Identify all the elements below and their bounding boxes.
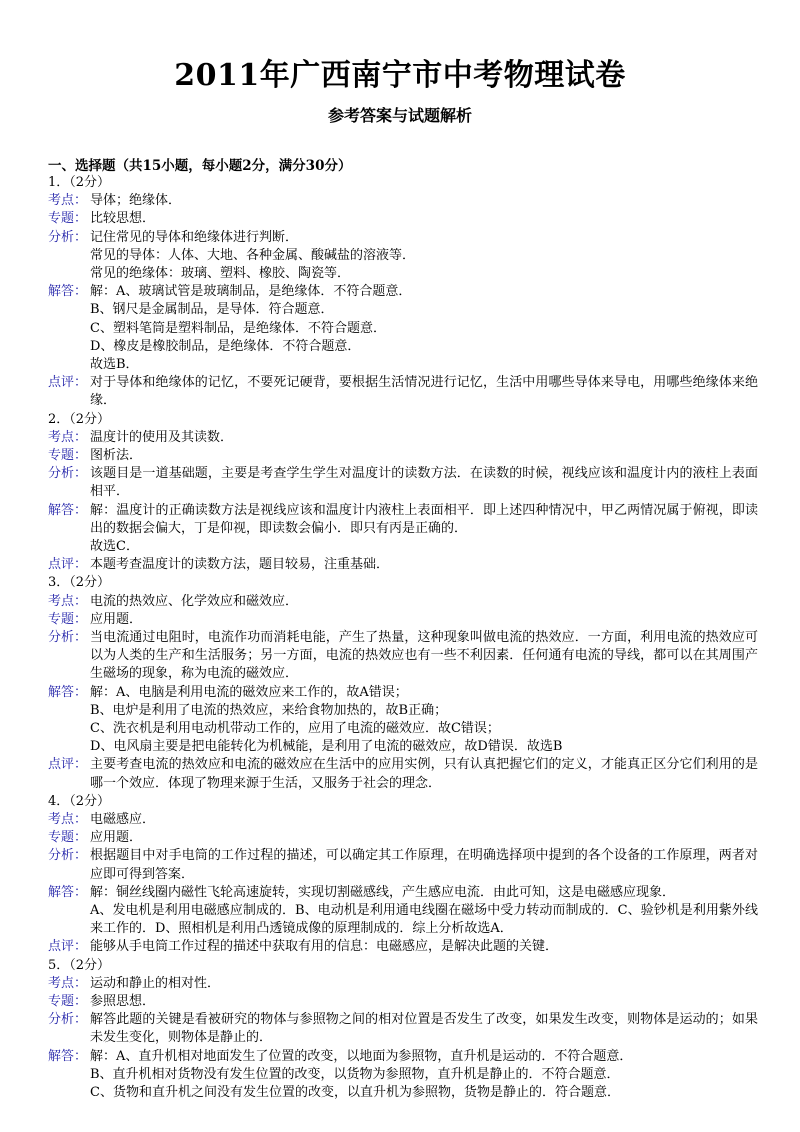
zhuanti-label: 专题： [48,611,88,627]
question-list [48,174,758,1102]
fenxi-label: 分析： [48,630,88,646]
kaodian-text: 电流的热效应、化学效应和磁效应． [90,593,299,609]
jieda-text [90,502,758,557]
zhuanti-text: 参照思想． [90,994,156,1010]
dianping-text: 本题考查温度计的读数方法，题目较易，注重基础． [90,557,390,573]
question-number: 2．（2分） [48,411,111,427]
question-number: 3．（2分） [48,575,111,591]
fenxi-line: 该题目是一道基础题，主要是考查学生学生对温度计的读数方法．在读数的时候，视线应该和温度计内的液柱上表面相平． [90,466,758,500]
fenxi-row [48,1011,758,1047]
zhuanti-label: 专题： [48,211,88,227]
kaodian-row [48,593,758,611]
jieda-line: 故选B． [90,357,139,373]
jieda-text [90,884,758,939]
jieda-label: 解答： [48,1048,88,1064]
jieda-line: 解：A、直升机相对地面发生了位置的改变，以地面为参照物，直升机是运动的．不符合题意． [90,1048,633,1064]
kaodian-label: 考点： [48,593,88,609]
fenxi-row [48,629,758,684]
jieda-text [90,684,758,757]
question-2 [48,411,758,575]
dianping-row [48,374,758,410]
question-3 [48,574,758,792]
dianping-row [48,938,758,956]
zhuanti-label: 专题： [48,830,88,846]
section-heading: 一、选择题（共15小题，每小题2分，满分30分） [48,158,352,174]
dianping-text: 对于导体和绝缘体的记忆，不要死记硬背，要根据生活情况进行记忆，生活中用哪些导体来导电，用哪些绝缘体来绝缘． [90,375,758,409]
jieda-text [90,1048,758,1103]
jieda-line: 解：A、电脑是利用电流的磁效应来工作的，故A错误； [90,684,408,700]
jieda-line: C、货物和直升机之间没有发生位置的改变，以直升机为参照物，货物是静止的．符合题意． [90,1085,620,1101]
jieda-line: B、电炉是利用了电流的热效应，来给食物加热的，故B正确； [90,702,448,718]
jieda-line: C、塑料笔筒是塑料制品，是绝缘体．不符合题意． [90,320,386,336]
jieda-label: 解答： [48,684,88,700]
fenxi-row [48,847,758,883]
zhuanti-text: 应用题． [90,830,143,846]
kaodian-row [48,975,758,993]
dianping-row [48,556,758,574]
jieda-row [48,502,758,557]
zhuanti-label: 专题： [48,994,88,1010]
jieda-row [48,684,758,757]
kaodian-row [48,429,758,447]
fenxi-text [90,629,758,684]
question-number: 5．（2分） [48,957,111,973]
jieda-row [48,283,758,374]
fenxi-text [90,229,758,284]
kaodian-row [48,811,758,829]
kaodian-row [48,192,758,210]
zhuanti-text: 图析法． [90,448,143,464]
kaodian-text: 导体；绝缘体． [90,193,182,209]
fenxi-line: 常见的绝缘体：玻璃、塑料、橡胶、陶瓷等． [90,266,351,281]
jieda-label: 解答： [48,884,88,900]
fenxi-line: 当电流通过电阻时，电流作功而消耗电能，产生了热量，这种现象叫做电流的热效应．一方面，利用电流的热效应可以为人类的生产和生活服务；另一方面，电流的热效应也有一些不利因素．任何通有电流的导线，都可以在其周围产生磁场的现象，称为电流的磁效应． [90,630,758,682]
jieda-label: 解答： [48,502,88,518]
dianping-label: 点评： [48,939,88,955]
fenxi-row [48,229,758,284]
fenxi-label: 分析： [48,229,88,245]
jieda-line: A、发电机是利用电磁感应制成的．B、电动机是利用通电线圈在磁场中受力转动而制成的．C、验钞机是利用紫外线来工作的．D、照相机是利用凸透镜成像的原理制成的．综上分析故选A． [90,903,758,937]
kaodian-text: 运动和静止的相对性． [90,975,221,991]
jieda-line: D、电风扇主要是把电能转化为机械能，是利用了电流的磁效应，故D错误．故选B [90,739,563,755]
zhuanti-row [48,829,758,847]
jieda-row [48,1048,758,1103]
dianping-text: 主要考查电流的热效应和电流的磁效应在生活中的应用实例，只有认真把握它们的定义，才能真正区分它们利用的是哪一个效应．体现了物理来源于生活，又服务于社会的理念． [90,757,758,791]
dianping-label: 点评： [48,375,88,391]
fenxi-line: 记住常见的导体和绝缘体进行判断． [90,229,299,245]
fenxi-label: 分析： [48,1012,88,1028]
kaodian-label: 考点： [48,975,88,991]
jieda-line: 解：铜丝线圈内磁性飞轮高速旋转，实现切割磁感线，产生感应电流．由此可知，这是电磁感应现象． [90,884,676,900]
fenxi-line: 解答此题的关键是看被研究的物体与参照物之间的相对位置是否发生了改变，如果发生改变，则物体是运动的；如果未发生变化，则物体是静止的． [90,1012,758,1046]
fenxi-line: 根据题目中对手电筒的工作过程的描述，可以确定其工作原理，在明确选择项中提到的各个设备的工作原理，两者对应即可得到答案． [90,848,758,882]
zhuanti-row [48,447,758,465]
jieda-line: 解：A、玻璃试管是玻璃制品，是绝缘体．不符合题意． [90,284,412,300]
fenxi-row [48,465,758,501]
jieda-row [48,884,758,939]
page-subtitle: 参考答案与试题解析 [327,106,472,125]
fenxi-line: 常见的导体：人体、大地、各种金属、酸碱盐的溶液等． [90,247,416,263]
kaodian-text: 温度计的使用及其读数． [90,429,234,445]
kaodian-label: 考点： [48,812,88,828]
question-number: 4．（2分） [48,793,111,809]
zhuanti-row [48,210,758,228]
kaodian-label: 考点： [48,429,88,445]
kaodian-label: 考点： [48,193,88,209]
fenxi-text [90,847,758,883]
question-4 [48,793,758,957]
jieda-line: 解：温度计的正确读数方法是视线应该和温度计内液柱上表面相平．即上述四种情况中，甲乙两情况属于俯视，即读出的数据会偏大，丁是仰视，即读数会偏小．即只有丙是正确的． [90,502,758,536]
zhuanti-text: 比较思想． [90,211,156,227]
fenxi-text [90,465,758,501]
dianping-row [48,756,758,792]
jieda-line: 故选C． [90,539,139,555]
fenxi-label: 分析： [48,466,88,482]
dianping-text: 能够从手电筒工作过程的描述中获取有用的信息：电磁感应，是解决此题的关键． [90,939,559,955]
fenxi-text [90,1011,758,1047]
fenxi-label: 分析： [48,848,88,864]
zhuanti-row [48,611,758,629]
jieda-line: B、直升机相对货物没有发生位置的改变，以货物为参照物，直升机是静止的．不符合题意． [90,1066,620,1082]
question-number: 1．（2分） [48,175,111,190]
question-1 [48,174,758,411]
zhuanti-row [48,993,758,1011]
jieda-line: C、洗衣机是利用电动机带动工作的，应用了电流的磁效应．故C错误； [90,721,500,737]
kaodian-text: 电磁感应． [90,812,156,828]
zhuanti-label: 专题： [48,448,88,464]
jieda-line: B、钢尺是金属制品，是导体．符合题意． [90,302,334,318]
dianping-label: 点评： [48,557,88,573]
dianping-label: 点评： [48,757,88,773]
question-5 [48,957,758,1103]
jieda-label: 解答： [48,284,88,300]
jieda-line: D、橡皮是橡胶制品，是绝缘体．不符合题意． [90,338,361,354]
page-title: 2011年广西南宁市中考物理试卷 [174,58,626,93]
jieda-text [90,283,758,374]
zhuanti-text: 应用题． [90,611,143,627]
